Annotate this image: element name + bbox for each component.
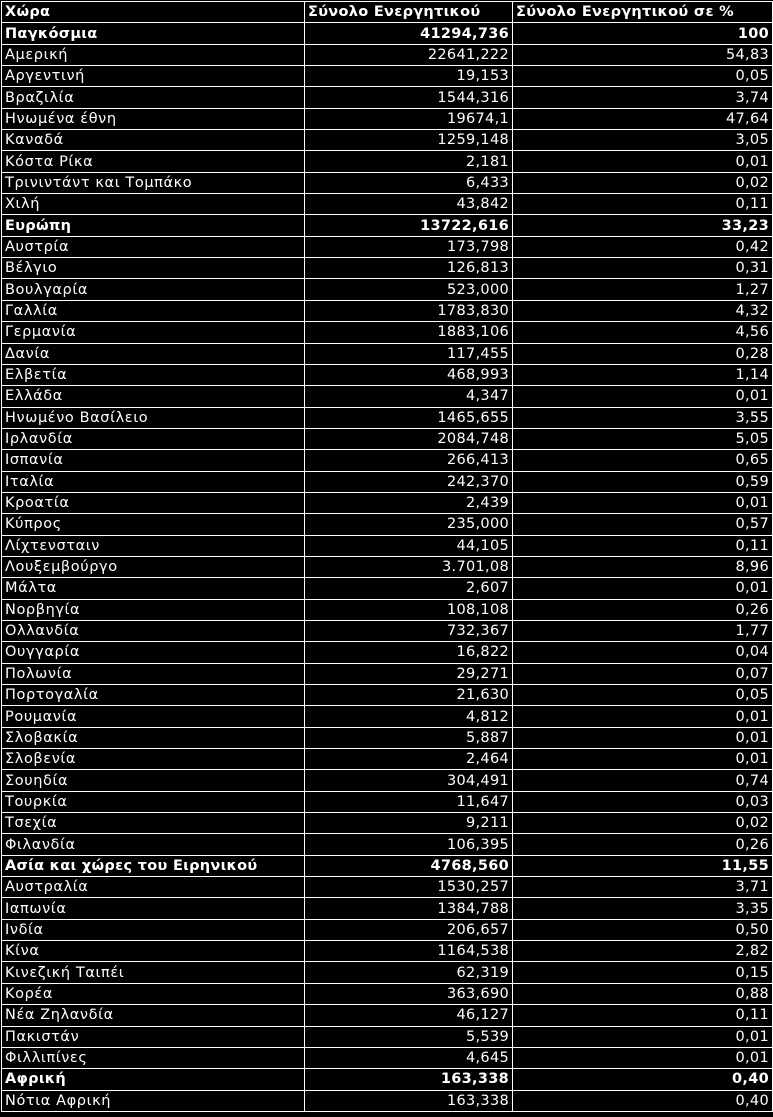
country-cell[interactable]: Καναδά (2, 130, 305, 151)
percent-cell[interactable]: 0,01 (513, 151, 773, 172)
table-row (2, 66, 773, 87)
table-row (2, 919, 773, 940)
percent-cell[interactable]: 4,32 (513, 300, 773, 321)
total-assets-cell[interactable]: 2,439 (305, 492, 513, 513)
region-row (2, 1069, 773, 1090)
country-cell[interactable]: Σλοβακία (2, 727, 305, 748)
country-cell[interactable]: Ρουμανία (2, 706, 305, 727)
percent-cell[interactable]: 0,11 (513, 535, 773, 556)
percent-cell[interactable]: 3,35 (513, 898, 773, 919)
country-cell[interactable]: Παγκόσμια (2, 23, 305, 44)
total-assets-cell[interactable]: 126,813 (305, 258, 513, 279)
percent-cell[interactable]: 0,15 (513, 962, 773, 983)
percent-cell[interactable]: 33,23 (513, 215, 773, 236)
country-cell[interactable]: Ιαπωνία (2, 898, 305, 919)
percent-cell[interactable]: 0,88 (513, 983, 773, 1004)
table-row (2, 962, 773, 983)
percent-cell[interactable]: 0,03 (513, 791, 773, 812)
table-row (2, 556, 773, 577)
country-cell[interactable]: Βουλγαρία (2, 279, 305, 300)
table-row (2, 749, 773, 770)
percent-cell[interactable]: 0,59 (513, 471, 773, 492)
total-assets-cell[interactable]: 11,647 (305, 791, 513, 812)
total-assets-cell[interactable]: 117,455 (305, 343, 513, 364)
percent-cell[interactable]: 0,57 (513, 514, 773, 535)
country-cell[interactable]: Κινεζική Ταιπέι (2, 962, 305, 983)
table-row (2, 727, 773, 748)
total-assets-cell[interactable]: 1465,655 (305, 407, 513, 428)
total-assets-cell[interactable]: 2084,748 (305, 428, 513, 449)
percent-cell[interactable]: 0,01 (513, 1047, 773, 1068)
table-row (2, 492, 773, 513)
percent-cell[interactable]: 0,01 (513, 386, 773, 407)
country-cell[interactable]: Ευρώπη (2, 215, 305, 236)
total-assets-cell[interactable]: 6,433 (305, 172, 513, 193)
table-row (2, 130, 773, 151)
country-cell[interactable]: Ιρλανδία (2, 428, 305, 449)
total-assets-cell[interactable]: 266,413 (305, 450, 513, 471)
total-assets-cell[interactable]: 1783,830 (305, 300, 513, 321)
percent-cell[interactable]: 0,26 (513, 834, 773, 855)
table-row (2, 407, 773, 428)
total-assets-cell[interactable]: 163,338 (305, 1069, 513, 1090)
percent-cell[interactable]: 0,01 (513, 706, 773, 727)
country-cell[interactable]: Γαλλία (2, 300, 305, 321)
percent-cell[interactable]: 0,01 (513, 492, 773, 513)
total-assets-cell[interactable]: 16,822 (305, 642, 513, 663)
table-row (2, 514, 773, 535)
table-row (2, 599, 773, 620)
total-assets-cell[interactable]: 46,127 (305, 1005, 513, 1026)
percent-cell[interactable]: 100 (513, 23, 773, 44)
total-assets-cell[interactable]: 4768,560 (305, 855, 513, 876)
total-assets-cell[interactable]: 19,153 (305, 66, 513, 87)
country-cell[interactable]: Αμερική (2, 44, 305, 65)
percent-cell[interactable]: 0,01 (513, 727, 773, 748)
percent-cell[interactable]: 0,11 (513, 1005, 773, 1026)
percent-cell[interactable]: 0,01 (513, 749, 773, 770)
table-row (2, 941, 773, 962)
total-assets-cell[interactable]: 468,993 (305, 364, 513, 385)
table-row (2, 620, 773, 641)
spreadsheet (1, 1, 772, 1112)
country-cell[interactable]: Κορέα (2, 983, 305, 1004)
total-assets-cell[interactable]: 235,000 (305, 514, 513, 535)
header-total-assets[interactable]: Σύνολο Ενεργητικού (305, 2, 513, 23)
table-row (2, 194, 773, 215)
percent-cell[interactable]: 3,74 (513, 87, 773, 108)
country-cell[interactable]: Ελλάδα (2, 386, 305, 407)
percent-cell[interactable]: 0,28 (513, 343, 773, 364)
table-row (2, 535, 773, 556)
percent-cell[interactable]: 0,65 (513, 450, 773, 471)
country-cell[interactable]: Λίχτενσταιν (2, 535, 305, 556)
percent-cell[interactable]: 54,83 (513, 44, 773, 65)
table-row (2, 685, 773, 706)
total-assets-cell[interactable]: 363,690 (305, 983, 513, 1004)
country-cell[interactable]: Τρινιντάντ και Τομπάκο (2, 172, 305, 193)
country-cell[interactable]: Ουγγαρία (2, 642, 305, 663)
country-cell[interactable]: Κίνα (2, 941, 305, 962)
percent-cell[interactable]: 0,74 (513, 770, 773, 791)
total-assets-cell[interactable]: 1530,257 (305, 877, 513, 898)
region-row (2, 215, 773, 236)
total-assets-cell[interactable]: 1259,148 (305, 130, 513, 151)
table-row (2, 813, 773, 834)
total-assets-cell[interactable]: 163,338 (305, 1090, 513, 1111)
country-cell[interactable]: Ολλανδία (2, 620, 305, 641)
country-cell[interactable]: Ηνωμένα έθνη (2, 108, 305, 129)
country-cell[interactable]: Χιλή (2, 194, 305, 215)
percent-cell[interactable]: 3,71 (513, 877, 773, 898)
table-row (2, 87, 773, 108)
table-row (2, 279, 773, 300)
table-row (2, 172, 773, 193)
country-cell[interactable]: Ιταλία (2, 471, 305, 492)
country-cell[interactable]: Σουηδία (2, 770, 305, 791)
percent-cell[interactable]: 0,31 (513, 258, 773, 279)
percent-cell[interactable]: 3,55 (513, 407, 773, 428)
total-assets-cell[interactable]: 242,370 (305, 471, 513, 492)
total-assets-cell[interactable]: 9,211 (305, 813, 513, 834)
country-cell[interactable]: Νορβηγία (2, 599, 305, 620)
table-row (2, 471, 773, 492)
header-row (2, 2, 773, 23)
country-cell[interactable]: Φιλλιπίνες (2, 1047, 305, 1068)
country-cell[interactable]: Νέα Ζηλανδία (2, 1005, 305, 1026)
table-row (2, 44, 773, 65)
total-assets-cell[interactable]: 4,347 (305, 386, 513, 407)
total-assets-cell[interactable]: 108,108 (305, 599, 513, 620)
region-row (2, 23, 773, 44)
country-cell[interactable]: Φιλανδία (2, 834, 305, 855)
total-assets-cell[interactable]: 523,000 (305, 279, 513, 300)
percent-cell[interactable]: 0,40 (513, 1090, 773, 1111)
table-row (2, 706, 773, 727)
percent-cell[interactable]: 0,26 (513, 599, 773, 620)
country-cell[interactable]: Πορτογαλία (2, 685, 305, 706)
table-row (2, 663, 773, 684)
total-assets-cell[interactable]: 2,607 (305, 578, 513, 599)
country-cell[interactable]: Αργεντινή (2, 66, 305, 87)
total-assets-cell[interactable]: 2,464 (305, 749, 513, 770)
total-assets-cell[interactable]: 732,367 (305, 620, 513, 641)
table-row (2, 1026, 773, 1047)
percent-cell[interactable]: 1,77 (513, 620, 773, 641)
total-assets-cell[interactable]: 173,798 (305, 236, 513, 257)
header-total-assets-percent[interactable]: Σύνολο Ενεργητικού σε % (513, 2, 773, 23)
country-cell[interactable]: Ισπανία (2, 450, 305, 471)
assets-table (1, 1, 773, 1112)
country-cell[interactable]: Ηνωμένο Βασίλειο (2, 407, 305, 428)
percent-cell[interactable]: 0,02 (513, 172, 773, 193)
total-assets-cell[interactable]: 304,491 (305, 770, 513, 791)
total-assets-cell[interactable]: 1544,316 (305, 87, 513, 108)
country-cell[interactable]: Τουρκία (2, 791, 305, 812)
table-row (2, 770, 773, 791)
country-cell[interactable]: Μάλτα (2, 578, 305, 599)
total-assets-cell[interactable]: 44,105 (305, 535, 513, 556)
percent-cell[interactable]: 0,05 (513, 66, 773, 87)
table-row (2, 578, 773, 599)
country-cell[interactable]: Τσεχία (2, 813, 305, 834)
total-assets-cell[interactable]: 4,645 (305, 1047, 513, 1068)
percent-cell[interactable]: 0,11 (513, 194, 773, 215)
percent-cell[interactable]: 0,01 (513, 1026, 773, 1047)
country-cell[interactable]: Ινδία (2, 919, 305, 940)
total-assets-cell[interactable]: 5,539 (305, 1026, 513, 1047)
percent-cell[interactable]: 0,02 (513, 813, 773, 834)
country-cell[interactable]: Ασία και χώρες του Ειρηνικού (2, 855, 305, 876)
total-assets-cell[interactable]: 1164,538 (305, 941, 513, 962)
country-cell[interactable]: Πολωνία (2, 663, 305, 684)
total-assets-cell[interactable]: 5,887 (305, 727, 513, 748)
country-cell[interactable]: Βραζιλία (2, 87, 305, 108)
table-row (2, 236, 773, 257)
country-cell[interactable]: Βέλγιο (2, 258, 305, 279)
total-assets-cell[interactable]: 1883,106 (305, 322, 513, 343)
country-cell[interactable]: Λουξεμβούργο (2, 556, 305, 577)
total-assets-cell[interactable]: 41294,736 (305, 23, 513, 44)
percent-cell[interactable]: 0,05 (513, 685, 773, 706)
percent-cell[interactable]: 5,05 (513, 428, 773, 449)
country-cell[interactable]: Κόστα Ρίκα (2, 151, 305, 172)
table-row (2, 386, 773, 407)
total-assets-cell[interactable]: 4,812 (305, 706, 513, 727)
country-cell[interactable]: Κύπρος (2, 514, 305, 535)
table-row (2, 1090, 773, 1111)
total-assets-cell[interactable]: 106,395 (305, 834, 513, 855)
table-row (2, 791, 773, 812)
total-assets-cell[interactable]: 62,319 (305, 962, 513, 983)
percent-cell[interactable]: 0,40 (513, 1069, 773, 1090)
total-assets-cell[interactable]: 43,842 (305, 194, 513, 215)
table-row (2, 428, 773, 449)
table-row (2, 898, 773, 919)
country-cell[interactable]: Πακιστάν (2, 1026, 305, 1047)
country-cell[interactable]: Γερμανία (2, 322, 305, 343)
percent-cell[interactable]: 3,05 (513, 130, 773, 151)
country-cell[interactable]: Αυστραλία (2, 877, 305, 898)
table-body (2, 23, 773, 1112)
table-row (2, 642, 773, 663)
country-cell[interactable]: Ελβετία (2, 364, 305, 385)
percent-cell[interactable]: 0,50 (513, 919, 773, 940)
table-row (2, 151, 773, 172)
country-cell[interactable]: Κροατία (2, 492, 305, 513)
header-country[interactable]: Χώρα (2, 2, 305, 23)
total-assets-cell[interactable]: 22641,222 (305, 44, 513, 65)
table-row (2, 877, 773, 898)
total-assets-cell[interactable]: 2,181 (305, 151, 513, 172)
table-row (2, 364, 773, 385)
region-row (2, 855, 773, 876)
table-row (2, 834, 773, 855)
total-assets-cell[interactable]: 1384,788 (305, 898, 513, 919)
percent-cell[interactable]: 0,01 (513, 578, 773, 599)
percent-cell[interactable]: 11,55 (513, 855, 773, 876)
table-row (2, 983, 773, 1004)
country-cell[interactable]: Αφρική (2, 1069, 305, 1090)
total-assets-cell[interactable]: 13722,616 (305, 215, 513, 236)
country-cell[interactable]: Σλοβενία (2, 749, 305, 770)
percent-cell[interactable]: 47,64 (513, 108, 773, 129)
table-row (2, 343, 773, 364)
country-cell[interactable]: Νότια Αφρική (2, 1090, 305, 1111)
total-assets-cell[interactable]: 3.701,08 (305, 556, 513, 577)
percent-cell[interactable]: 0,07 (513, 663, 773, 684)
percent-cell[interactable]: 4,56 (513, 322, 773, 343)
table-row (2, 300, 773, 321)
percent-cell[interactable]: 1,27 (513, 279, 773, 300)
country-cell[interactable]: Αυστρία (2, 236, 305, 257)
table-row (2, 450, 773, 471)
total-assets-cell[interactable]: 29,271 (305, 663, 513, 684)
total-assets-cell[interactable]: 21,630 (305, 685, 513, 706)
percent-cell[interactable]: 1,14 (513, 364, 773, 385)
table-row (2, 108, 773, 129)
table-row (2, 1005, 773, 1026)
table-row (2, 322, 773, 343)
percent-cell[interactable]: 0,42 (513, 236, 773, 257)
table-row (2, 1047, 773, 1068)
country-cell[interactable]: Δανία (2, 343, 305, 364)
percent-cell[interactable]: 0,04 (513, 642, 773, 663)
total-assets-cell[interactable]: 19674,1 (305, 108, 513, 129)
percent-cell[interactable]: 8,96 (513, 556, 773, 577)
total-assets-cell[interactable]: 206,657 (305, 919, 513, 940)
table-row (2, 258, 773, 279)
percent-cell[interactable]: 2,82 (513, 941, 773, 962)
